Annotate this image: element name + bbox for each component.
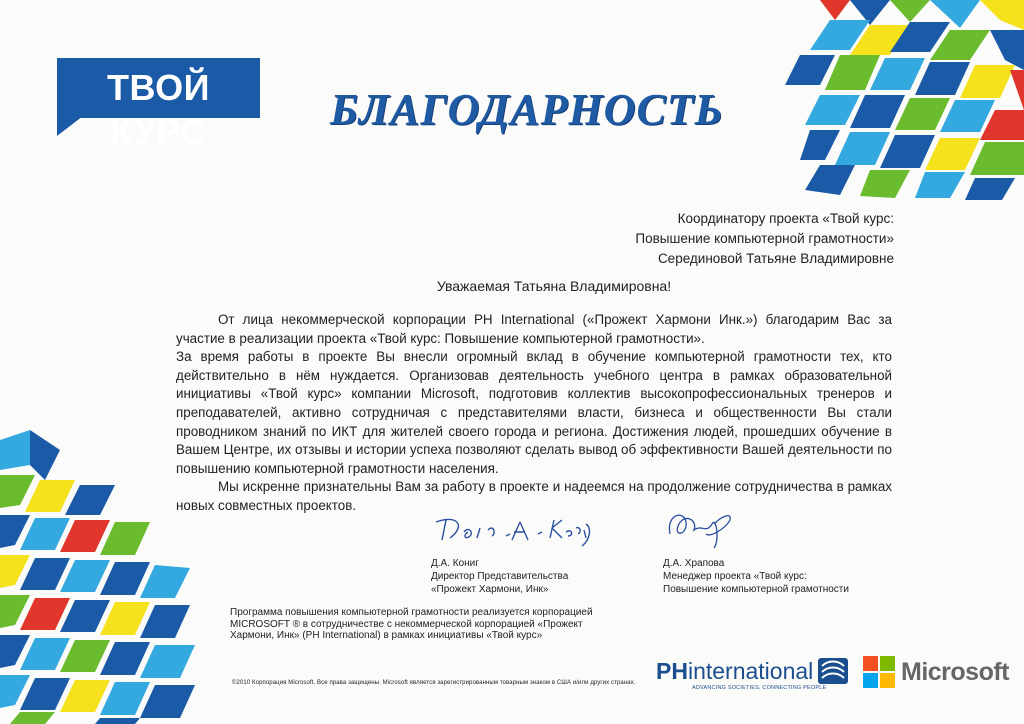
signatory-title: Директор Представительства xyxy=(431,571,569,582)
signature-block-2 xyxy=(663,557,849,596)
paragraph-1: От лица некоммерческой корпорации PH International («Прожект Хармони Инк.») благодарим Вас за участие в реализации проекта «Твой курс: Повышение компьютерной грамотности». xyxy=(176,312,892,346)
paragraph-2: За время работы в проекте Вы внесли огромный вклад в обучение компьютерной грамотности тех, кто действительно в нём нуждается. Организовав деятельность учебного центра в рамках образовательной инициативы «Твой курс» компании Microsoft, подготовив коллектив высокопрофессиональных тренеров и преподавателей, активно сотрудничая с представителями власти, бизнеса и общественности Вы стали проводником знаний по ИКТ для жителей своего города и региона. Достижения людей, прошедших обучение в Вашем Центре, их отзывы и истории успеха позволяют сделать вывод об эффективности Вашей деятельности по повышению компьютерной грамотности населения. xyxy=(176,349,892,476)
microsoft-windows-icon xyxy=(863,656,895,688)
microsoft-wordmark: Microsoft xyxy=(901,658,1009,686)
signatory-title: Менеджер проекта «Твой курс: xyxy=(663,571,807,582)
signatory-org: Повышение компьютерной грамотности xyxy=(663,584,849,595)
letter-body xyxy=(176,311,892,516)
decorative-cube-pattern-top-right xyxy=(780,0,1024,200)
ph-logo-tagline: ADVANCING SOCIETIES, CONNECTING PEOPLE xyxy=(692,685,827,691)
program-note: Программа повышения компьютерной грамотности реализуется корпорацией MICROSOFT ® в сотрудничестве с некоммерческой корпорацией «Прожект Хармони, Инк» (PH International) в рамках инициативы «Твой курс» xyxy=(230,607,593,641)
signatory-name: Д.А. Храпова xyxy=(663,558,725,569)
ph-logo-word: international xyxy=(687,658,814,684)
addressee-line-1: Координатору проекта «Твой курс: xyxy=(677,211,894,226)
signature-khrapova xyxy=(660,504,740,552)
addressee-line-3: Серединовой Татьяне Владимировне xyxy=(657,251,894,266)
logo-text: ТВОЙ КУРС xyxy=(107,67,210,152)
ph-international-logo xyxy=(656,658,826,691)
addressee-line-2: Повышение компьютерной грамотности» xyxy=(635,231,894,246)
microsoft-logo xyxy=(863,656,1009,693)
copyright-line: ©2010 Корпорация Microsoft. Все права защищены. Microsoft является зарегистрированным товарным знаком в США и/или других странах. xyxy=(232,680,636,686)
signatory-org: «Прожект Хармони, Инк» xyxy=(431,584,549,595)
signature-block-1 xyxy=(431,557,568,596)
ph-logo-bold: PH xyxy=(656,658,688,684)
paragraph-3: Мы искренне признательны Вам за работу в проекте и надеемся на продолжение сотрудничества в рамках новых совместных проектов. xyxy=(176,479,892,513)
ph-swirl-icon xyxy=(818,658,848,684)
greeting: Уважаемая Татьяна Владимировна! xyxy=(436,278,672,294)
document-title: БЛАГОДАРНОСТЬ xyxy=(330,85,724,134)
course-logo xyxy=(57,58,260,152)
signature-koenig xyxy=(428,510,598,550)
signatory-name: Д.А. Кониг xyxy=(431,558,479,569)
addressee-block xyxy=(635,209,894,269)
